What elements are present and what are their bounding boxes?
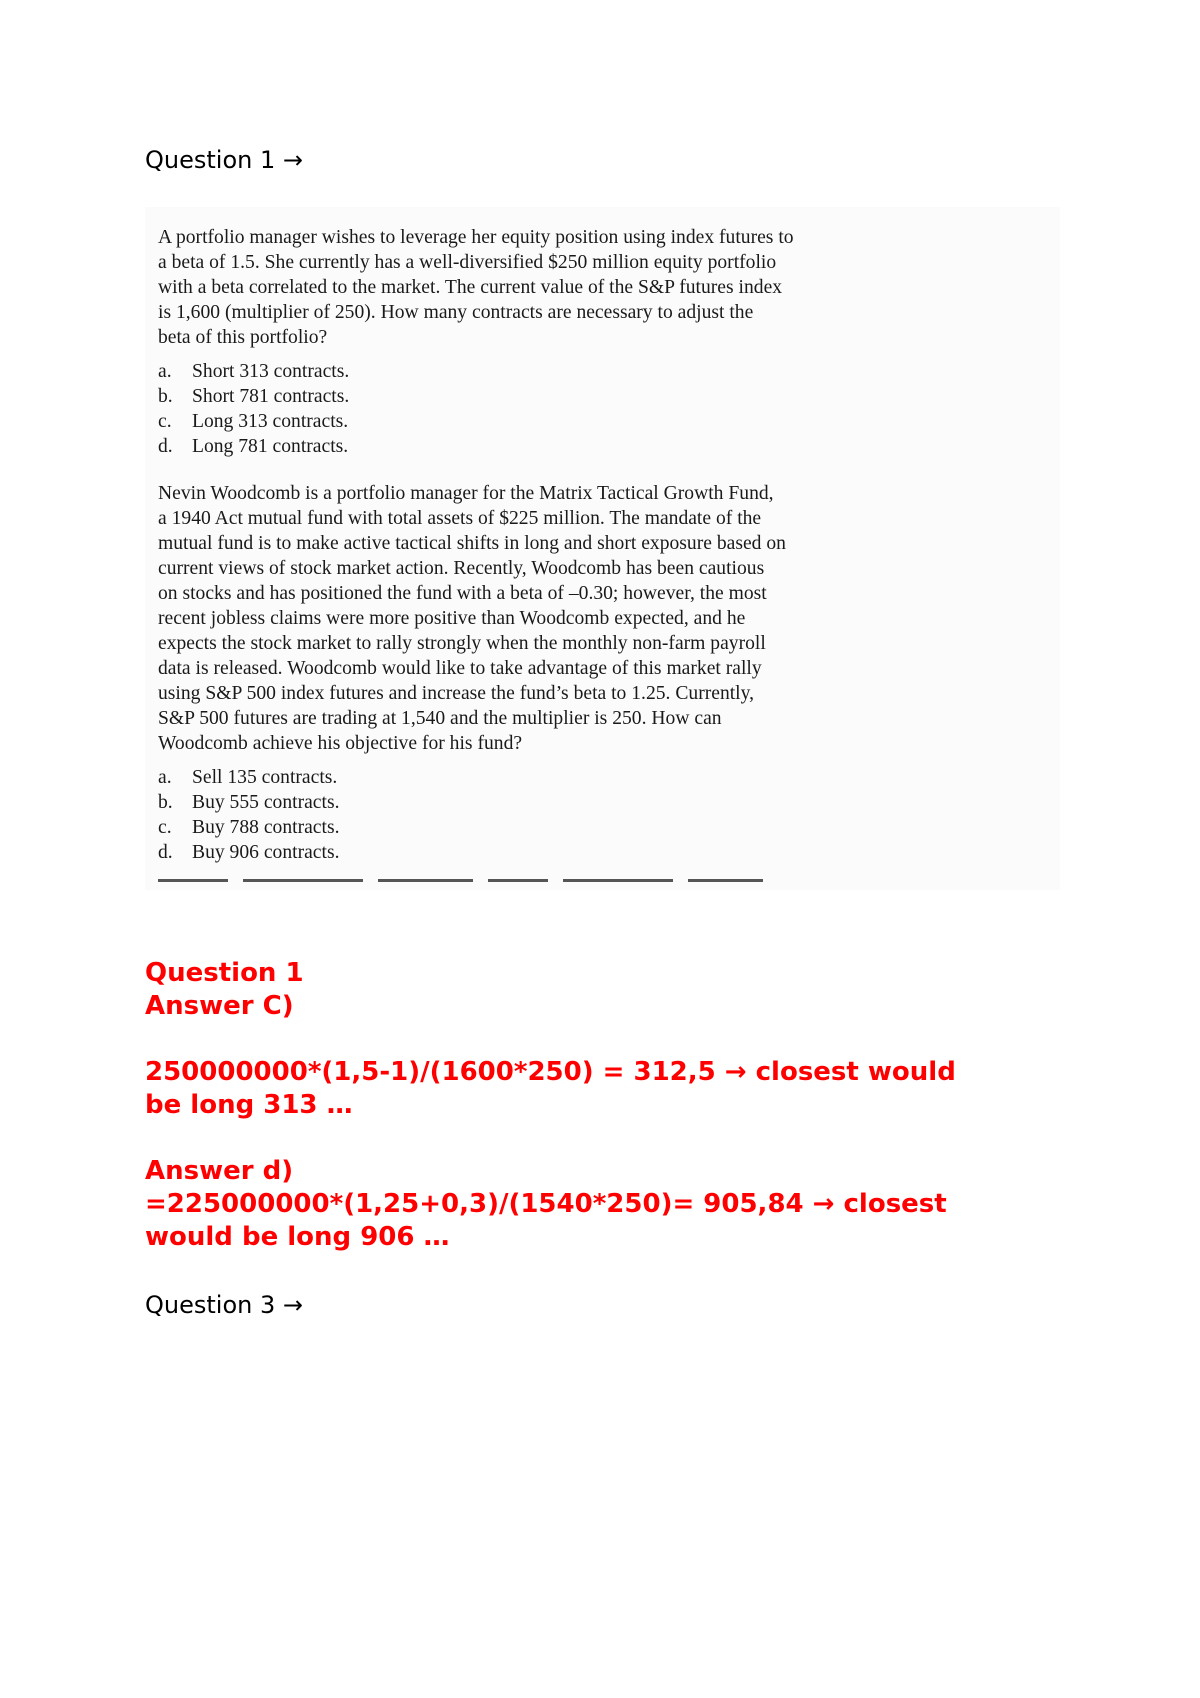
problem2-line: on stocks and has positioned the fund with a beta of –0.30; however, the most — [158, 583, 767, 604]
problem1-option-c: c. Long 313 contracts. — [158, 411, 349, 432]
question-1-heading: Question 1 → — [145, 146, 303, 174]
problem2-line: mutual fund is to make active tactical shifts in long and short exposure based on — [158, 533, 786, 554]
answer-1-calc: 250000000*(1,5-1)/(1600*250) = 312,5 → closest would — [145, 1057, 956, 1087]
problem1-line: A portfolio manager wishes to leverage her equity position using index futures to — [158, 227, 794, 248]
answer-2-label: Answer d) — [145, 1156, 294, 1186]
problem2-options — [158, 765, 1038, 865]
problem1-option-a: a. Short 313 contracts. — [158, 361, 350, 382]
problem2-line: recent jobless claims were more positive than Woodcomb expected, and he — [158, 608, 746, 629]
problem1-line: is 1,600 (multiplier of 250). How many contracts are necessary to adjust the — [158, 302, 754, 323]
problem2-line: current views of stock market action. Recently, Woodcomb has been cautious — [158, 558, 765, 579]
problem2-option-b: b. Buy 555 contracts. — [158, 792, 340, 813]
problem2-line: Nevin Woodcomb is a portfolio manager for the Matrix Tactical Growth Fund, — [158, 483, 774, 504]
problem2-line: S&P 500 futures are trading at 1,540 and the multiplier is 250. How can — [158, 708, 722, 729]
answer-2-calc: =225000000*(1,25+0,3)/(1540*250)= 905,84 → closest — [145, 1189, 947, 1219]
answer-1-label: Answer C) — [145, 991, 294, 1021]
problem2-line: using S&P 500 index futures and increase the fund’s beta to 1.25. Currently, — [158, 683, 755, 704]
scanned-text — [158, 225, 1038, 865]
answer-1-calc-cont: be long 313 … — [145, 1090, 353, 1120]
problem1-line: beta of this portfolio? — [158, 327, 328, 348]
problem2-option-c: c. Buy 788 contracts. — [158, 817, 340, 838]
scanned-question-image — [145, 207, 1060, 890]
problem2-option-a: a. Sell 135 contracts. — [158, 767, 338, 788]
problem2-option-d: d. Buy 906 contracts. — [158, 842, 340, 863]
answer-2-calc-cont: would be long 906 … — [145, 1222, 450, 1252]
problem1-option-b: b. Short 781 contracts. — [158, 386, 350, 407]
question-3-heading: Question 3 → — [145, 1291, 303, 1319]
problem2-line: data is released. Woodcomb would like to take advantage of this market rally — [158, 658, 762, 679]
problem2-line: a 1940 Act mutual fund with total assets of $225 million. The mandate of the — [158, 508, 762, 529]
cropped-text-fragment — [158, 879, 778, 890]
problem1-line: a beta of 1.5. She currently has a well-diversified $250 million equity portfolio — [158, 252, 777, 273]
problem1-option-d: d. Long 781 contracts. — [158, 436, 349, 457]
problem1-line: with a beta correlated to the market. The current value of the S&P futures index — [158, 277, 783, 298]
problem2-line: expects the stock market to rally strongly when the monthly non-farm payroll — [158, 633, 766, 654]
answers-title: Question 1 — [145, 958, 304, 988]
answers-block — [145, 957, 1065, 1254]
problem2-line: Woodcomb achieve his objective for his fund? — [158, 733, 523, 754]
problem1-options — [158, 359, 1038, 459]
